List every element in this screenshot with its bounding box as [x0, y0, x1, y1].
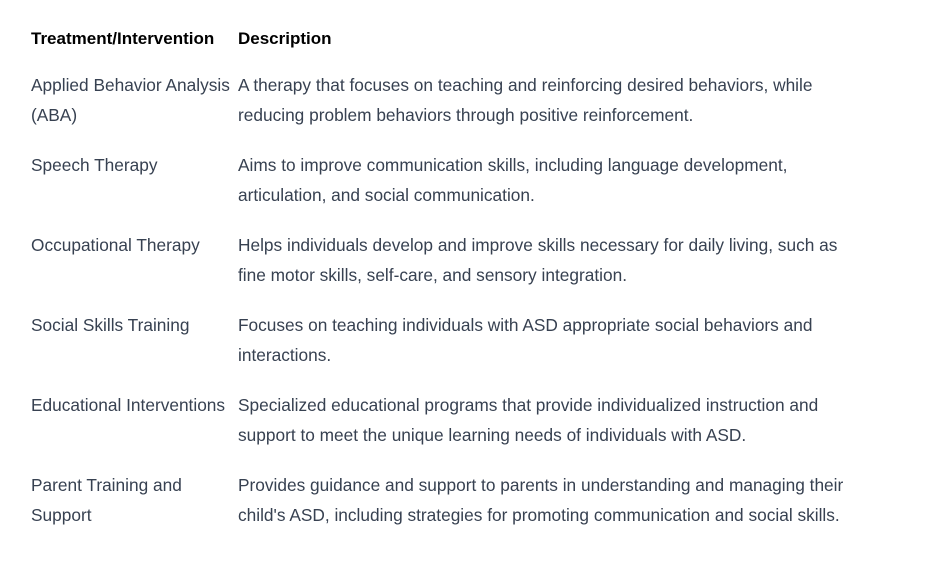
treatment-cell: Occupational Therapy: [31, 235, 200, 255]
table-row: [0, 60, 900, 140]
treatment-cell: Social Skills Training: [31, 315, 190, 335]
header-row: [0, 18, 900, 60]
description-cell: Helps individuals develop and improve skills necessary for daily living, such as fine motor skills, self-care, and sensory integration.: [238, 235, 838, 285]
column-header-description: Description: [238, 29, 332, 48]
table-row: [0, 460, 900, 540]
treatment-table: [0, 18, 900, 540]
table-header: [0, 18, 900, 60]
treatment-cell: Parent Training and Support: [31, 475, 182, 525]
description-cell: Specialized educational programs that provide individualized instruction and support to meet the unique learning needs of individuals with ASD.: [238, 395, 819, 445]
column-header-treatment: Treatment/Intervention: [31, 29, 215, 48]
description-cell: Focuses on teaching individuals with ASD appropriate social behaviors and interactions.: [238, 315, 813, 365]
table-row: [0, 140, 900, 220]
treatment-cell: Speech Therapy: [31, 155, 158, 175]
table-row: [0, 300, 900, 380]
table-row: [0, 380, 900, 460]
description-cell: Provides guidance and support to parents in understanding and managing their child's ASD, including strategies for promoting communication and social skills.: [238, 475, 844, 525]
treatment-cell: Applied Behavior Analysis (ABA): [31, 75, 230, 125]
treatment-cell: Educational Interventions: [31, 395, 226, 415]
table-body: [0, 60, 900, 540]
table-row: [0, 220, 900, 300]
description-cell: A therapy that focuses on teaching and reinforcing desired behaviors, while reducing problem behaviors through positive reinforcement.: [238, 75, 813, 125]
description-cell: Aims to improve communication skills, including language development, articulation, and social communication.: [238, 155, 788, 205]
